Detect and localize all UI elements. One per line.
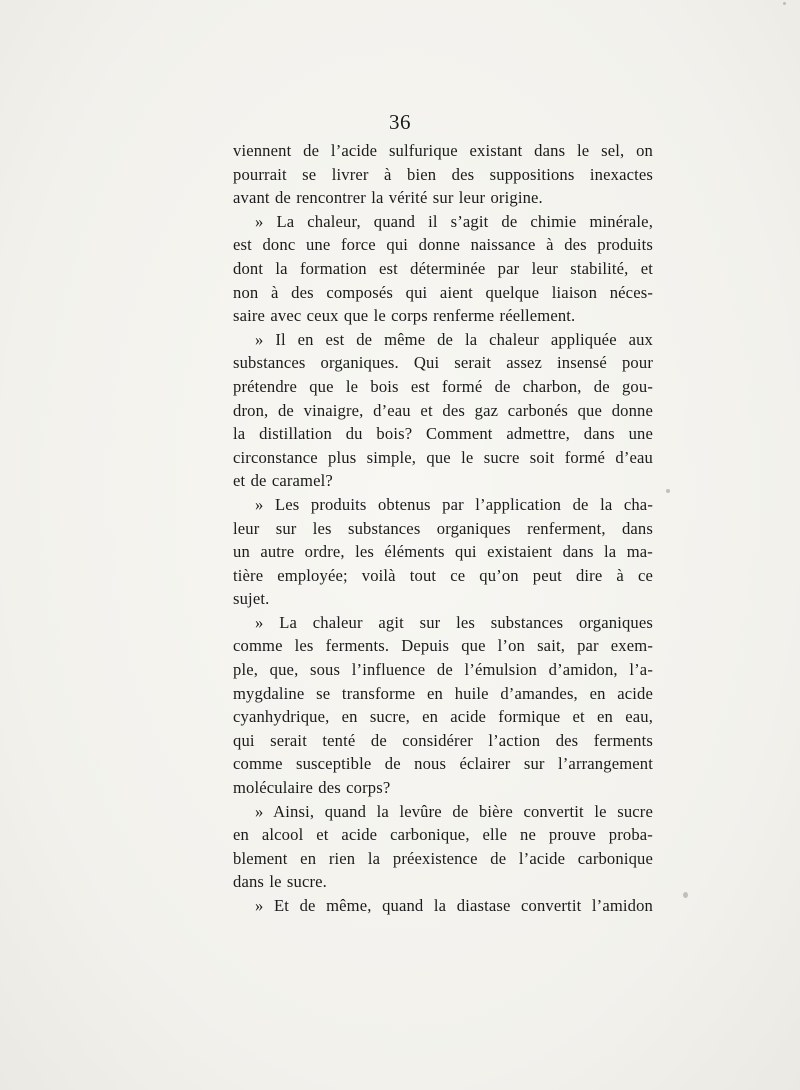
text-line: mygdaline se transforme en huile d’amandes, en acide bbox=[233, 683, 653, 703]
page-number: 36 bbox=[389, 110, 411, 134]
text-line: qui serait tenté de considérer l’action des ferments bbox=[233, 730, 653, 750]
text-line: viennent de l’acide sulfurique existant dans le sel, on bbox=[233, 141, 653, 160]
text-line: avant de rencontrer la vérité sur leur origine. bbox=[233, 188, 543, 208]
paper-speck bbox=[783, 2, 786, 5]
text-line: cyanhydrique, en sucre, en acide formique et en eau, bbox=[233, 707, 653, 727]
text-line: et de caramel? bbox=[233, 471, 333, 491]
text-line: dont la formation est déterminée par leur stabilité, et bbox=[233, 258, 653, 278]
paper-speck bbox=[683, 892, 688, 898]
text-line: » Et de même, quand la diastase convertit l’amidon bbox=[255, 896, 653, 915]
text-line: » Les produits obtenus par l’application de la cha- bbox=[255, 494, 653, 514]
text-line: prétendre que le bois est formé de charbon, de gou- bbox=[233, 376, 653, 396]
text-line: sujet. bbox=[233, 589, 270, 609]
paper-speck bbox=[666, 489, 670, 493]
text-line: comme les ferments. Depuis que l’on sait, par exem- bbox=[233, 636, 653, 656]
text-line: blement en rien la préexistence de l’acide carbonique bbox=[233, 848, 653, 868]
text-line: ple, que, sous l’influence de l’émulsion d’amidon, l’a- bbox=[233, 660, 653, 680]
text-line: leur sur les substances organiques renferment, dans bbox=[233, 518, 653, 538]
text-line: circonstance plus simple, que le sucre soit formé d’eau bbox=[233, 447, 653, 467]
text-line: comme susceptible de nous éclairer sur l’arrangement bbox=[233, 754, 653, 774]
body-text bbox=[233, 139, 653, 918]
text-line: » Ainsi, quand la levûre de bière convertit le sucre bbox=[255, 801, 653, 821]
text-line: est donc une force qui donne naissance à des produits bbox=[233, 235, 653, 255]
text-line: dron, de vinaigre, d’eau et des gaz carbonés que donne bbox=[233, 400, 653, 420]
text-line: » Il en est de même de la chaleur appliquée aux bbox=[255, 329, 653, 349]
text-line: moléculaire des corps? bbox=[233, 778, 391, 798]
text-line: » La chaleur, quand il s’agit de chimie minérale, bbox=[255, 211, 653, 231]
text-line: tière employée; voilà tout ce qu’on peut dire à ce bbox=[233, 565, 653, 585]
text-line: substances organiques. Qui serait assez insensé pour bbox=[233, 353, 653, 373]
text-line: dans le sucre. bbox=[233, 872, 327, 892]
text-line: pourrait se livrer à bien des suppositions inexactes bbox=[233, 164, 653, 184]
text-line: la distillation du bois? Comment admettre, dans une bbox=[233, 424, 653, 444]
text-line: non à des composés qui aient quelque liaison néces- bbox=[233, 282, 653, 302]
text-line: un autre ordre, les éléments qui existaient dans la ma- bbox=[233, 542, 653, 562]
text-line: saire avec ceux que le corps renferme réellement. bbox=[233, 306, 576, 326]
text-line: » La chaleur agit sur les substances organiques bbox=[255, 612, 653, 632]
text-line: en alcool et acide carbonique, elle ne prouve proba- bbox=[233, 825, 653, 845]
